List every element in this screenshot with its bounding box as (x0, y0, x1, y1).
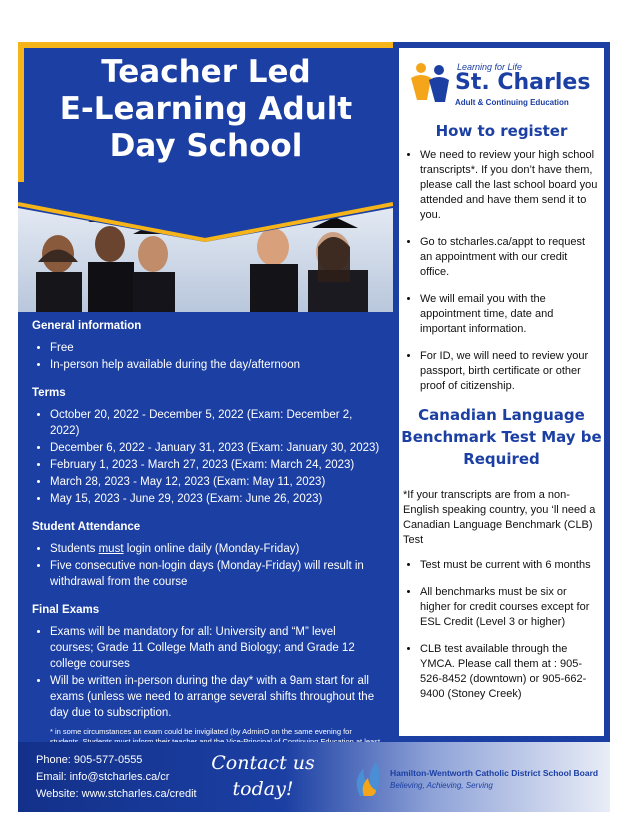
list-item: • December 6, 2022 - January 31, 2023 (Exam: January 30, 2023) (50, 440, 382, 456)
page-title (26, 54, 386, 165)
final-exams-heading: Final Exams (32, 604, 100, 616)
general-info-list (32, 340, 382, 373)
attendance-heading: Student Attendance (32, 521, 141, 533)
cta-line-1: Contact us (211, 752, 315, 774)
phone-text: Phone: 905-577-0555 (36, 754, 143, 766)
school-board-logo (348, 756, 608, 800)
title-line-3: Day School (109, 128, 303, 164)
list-item: • February 1, 2023 - March 27, 2023 (Exam: March 24, 2023) (50, 457, 382, 473)
register-panel (399, 48, 604, 736)
list-item: • Test must be current with 6 months (420, 558, 599, 573)
terms-list (32, 407, 382, 507)
clb-heading: Canadian Language Benchmark Test May be Required (401, 406, 602, 468)
left-content (32, 318, 382, 757)
list-item: • Exams will be mandatory for all: University and “M” level courses; Grade 11 College Math and Biology; and Grade 12 college courses (50, 624, 382, 672)
register-steps (403, 148, 599, 406)
list-item: • For ID, we will need to review your passport, birth certificate or other proof of citizenship. (420, 349, 599, 394)
logo-name: St. Charles (455, 70, 591, 95)
title-line-1: Teacher Led (101, 54, 311, 90)
list-item: • Five consecutive non-login days (Monday-Friday) will result in withdrawal from the course (50, 558, 382, 590)
how-to-register-heading: How to register (435, 122, 568, 140)
list-item: • May 15, 2023 - June 29, 2023 (Exam: June 26, 2023) (50, 491, 382, 507)
cta-line-2: today! (232, 778, 294, 800)
clb-requirements (403, 558, 599, 714)
list-item: • Will be written in-person during the day* with a 9am start for all exams (unless we need to arrange several shifts throughout the day due to subscription. (50, 673, 382, 721)
list-item: • All benchmarks must be six or higher for credit courses except for ESL Credit (Level 3 or higher) (420, 585, 599, 630)
logo-figures-icon (407, 60, 453, 106)
final-exams-list (32, 624, 382, 721)
attendance-list (32, 541, 382, 590)
logo-subtitle: Adult & Continuing Education (455, 98, 569, 107)
flyer (18, 42, 610, 812)
list-item: • Go to stcharles.ca/appt to request an appointment with our credit office. (420, 235, 599, 280)
right-column (393, 42, 610, 742)
general-info-heading: General information (32, 320, 142, 332)
email-text: Email: info@stcharles.ca/cr (36, 771, 170, 783)
list-item: • We need to review your high school transcripts*. If you don’t have them, please call the last school board you attended and have them send it to you. (420, 148, 599, 223)
list-item: • CLB test available through the YMCA. Please call them at : 905-526-8452 (downtown) or 905-662-9400 (Stoney Creek) (420, 642, 599, 702)
list-item: • March 28, 2023 - May 12, 2023 (Exam: May 11, 2023) (50, 474, 382, 490)
attendance-must: must (98, 543, 124, 555)
board-tagline: Believing, Achieving, Serving (390, 781, 493, 790)
website-text: Website: www.stcharles.ca/credit (36, 788, 197, 800)
logo-tagline: Learning for Life (457, 62, 523, 72)
board-flame-icon (350, 758, 384, 798)
title-line-2: E-Learning Adult (59, 91, 353, 127)
gold-border-top (18, 42, 393, 48)
attendance-text: login online daily (Monday-Friday) (123, 543, 300, 555)
exam-footnote: * in some circumstances an exam could be invigilated (by AdminO on the same evening for (50, 727, 352, 736)
clb-intro: *If your transcripts are from a non-English speaking country, you ‘ll need a Canadian Language Benchmark (CLB) Test (403, 489, 596, 546)
contact-info (36, 752, 197, 803)
left-column (18, 42, 393, 742)
board-name: Hamilton-Wentworth Catholic District School Board (390, 768, 599, 778)
contact-us-callout (208, 750, 318, 802)
footer (18, 742, 610, 812)
list-item: • October 20, 2022 - December 5, 2022 (Exam: December 2, 2022) (50, 407, 382, 439)
chevron-banner (18, 182, 393, 302)
list-item: • We will email you with the appointment time, date and important information. (420, 292, 599, 337)
list-item (50, 541, 382, 557)
list-item: • In-person help available during the day/afternoon (50, 357, 382, 373)
st-charles-logo (405, 54, 605, 114)
list-item: • Free (50, 340, 382, 356)
attendance-text: Students (50, 543, 99, 555)
terms-heading: Terms (32, 387, 66, 399)
